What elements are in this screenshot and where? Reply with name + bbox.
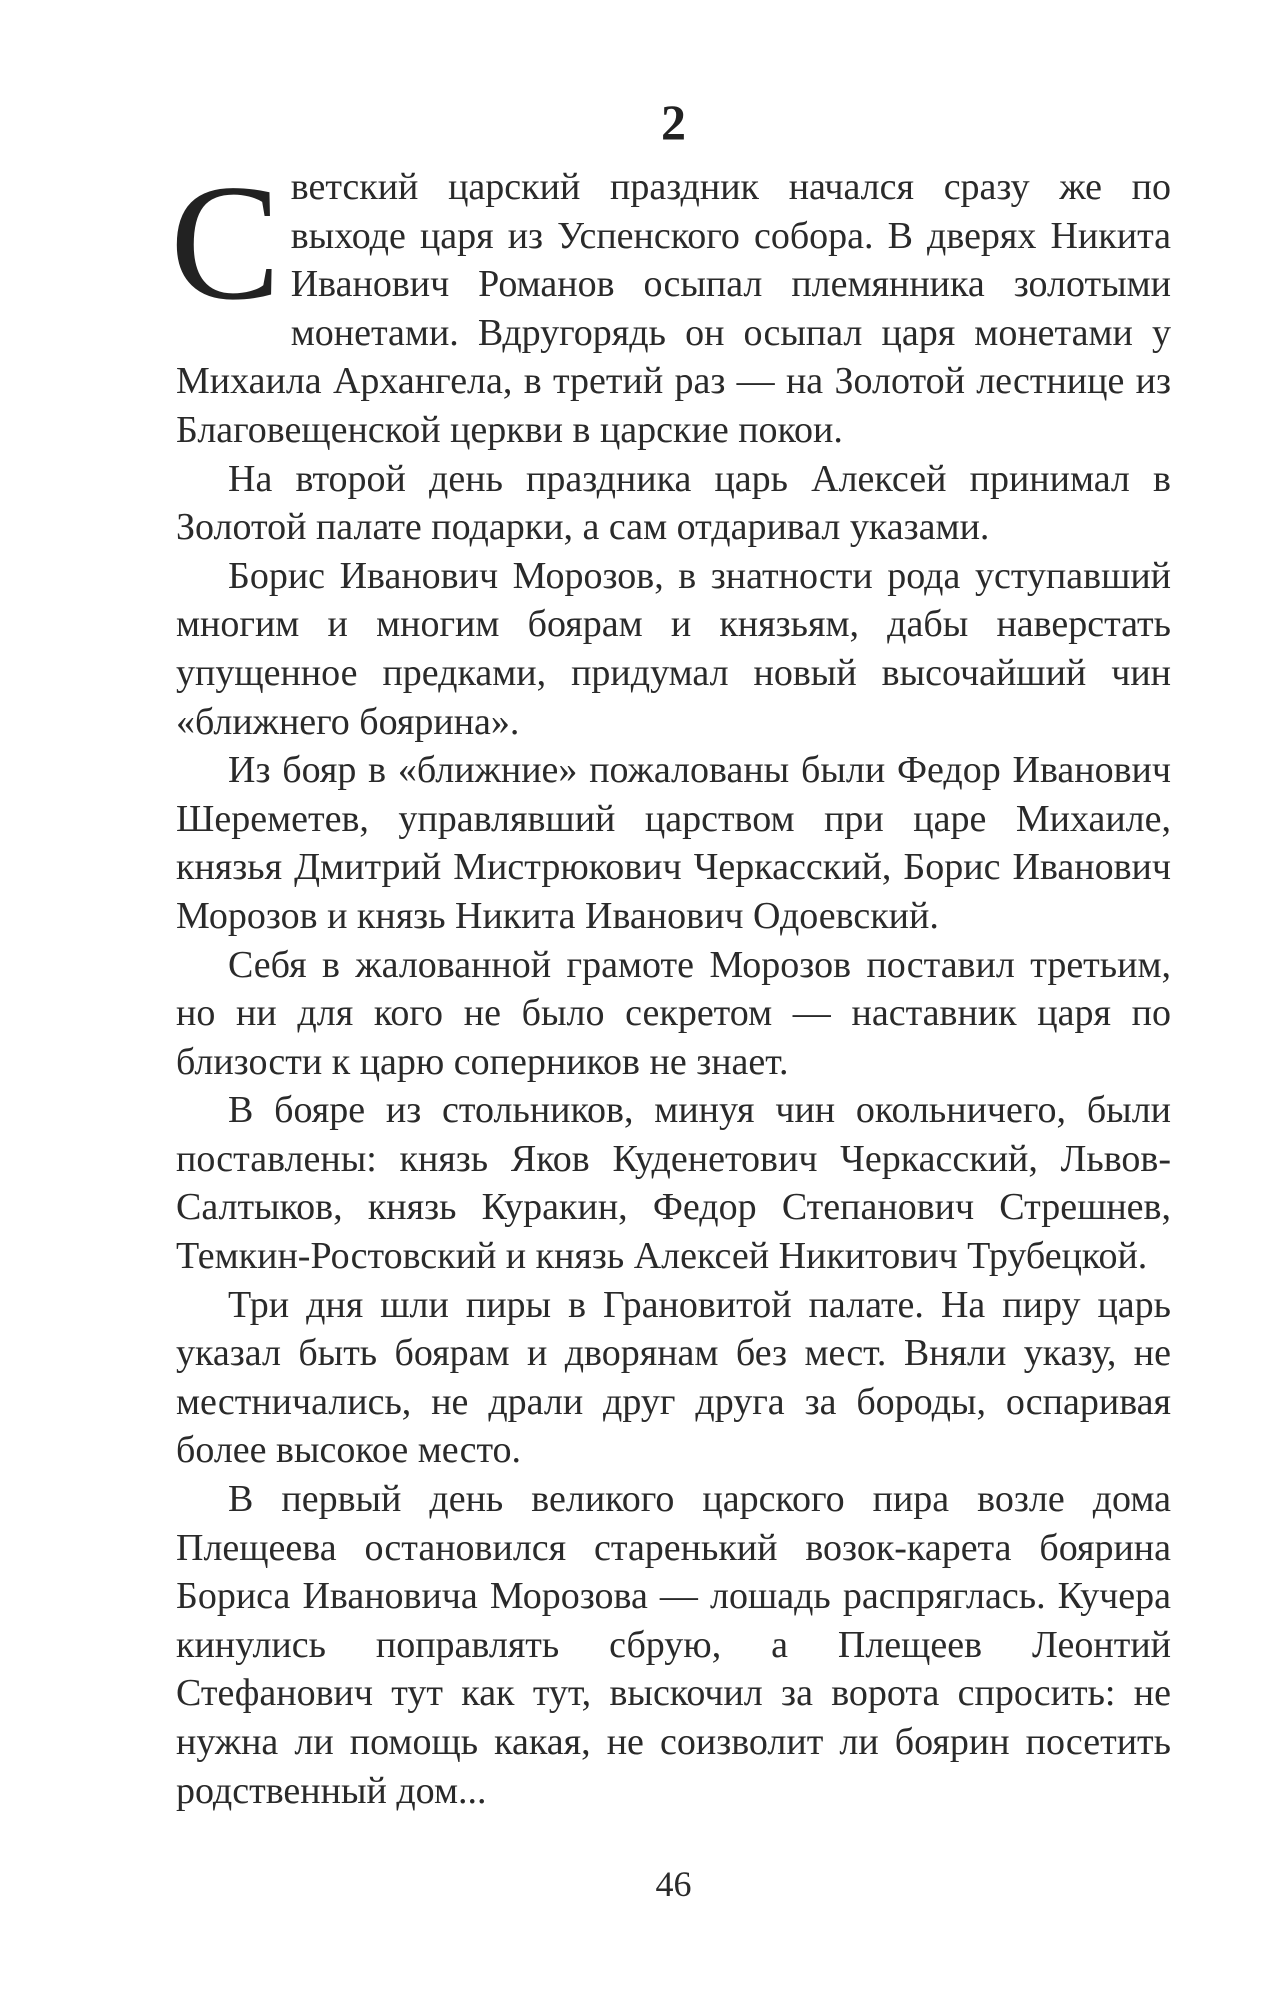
page-number: 46 [655,1864,692,1904]
paragraph-8: В первый день великого царского пира возле дома Плещеева остановился старенький возок-карета боярина Бориса Ивановича Морозова — лошадь распряглась. Кучера кинулись поправлять сбрую, а Плещеев Леонтий Стефанович тут как тут, выскочил за ворота спросить: не нужна ли помощь какая, не соизволит ли боярин посетить родственный дом... [176,1478,1171,1812]
paragraph-text: ветский царский праздник начался сразу же по выходе царя из Успенского собора. В дверях Никита Иванович Романов осыпал племянника золотыми монетами. Вдругорядь он осыпал царя монетами у Михаила Архангела, в третий раз — на Золотой лестнице из Благовещенской церкви в царские покои. [176,166,1171,451]
body-text [170,150,1171,1815]
paragraph-5: Себя в жалованной грамоте Морозов поставил третьим, но ни для кого не было секретом — наставник царя по близости к царю соперников не знает. [176,943,1171,1083]
paragraph-7: Три дня шли пиры в Грановитой палате. На пиру царь указал быть боярам и дворянам без мест. Вняли указу, не местничались, не драли друг друга за бороды, оспаривая более высокое место. [176,1283,1171,1472]
paragraph-6: В бояре из стольников, минуя чин окольничего, были поставлены: князь Яков Куденетович Черкасский, Львов-Салтыков, князь Куракин, Федор Степанович Стрешнев, Темкин-Ростовский и князь Алексей Никитович Трубецкой. [176,1089,1171,1278]
paragraph-1 [170,150,1171,455]
chapter-number: 2 [661,94,686,150]
paragraph-3: Борис Иванович Морозов, в знатности рода уступавший многим и многим боярам и князьям, дабы наверстать упущенное предками, придумал новый высочайший чин «ближнего боярина». [176,554,1171,743]
paragraph-4: Из бояр в «ближние» пожалованы были Федор Иванович Шереметев, управлявший царством при царе Михаиле, князья Дмитрий Мистрюкович Черкасский, Борис Иванович Морозов и князь Никита Иванович Одоевский. [176,749,1171,937]
paragraph-2: На второй день праздника царь Алексей принимал в Золотой палате подарки, а сам отдаривал указами. [176,457,1171,549]
book-page [170,0,1171,2000]
drop-cap-letter: С [170,150,281,334]
